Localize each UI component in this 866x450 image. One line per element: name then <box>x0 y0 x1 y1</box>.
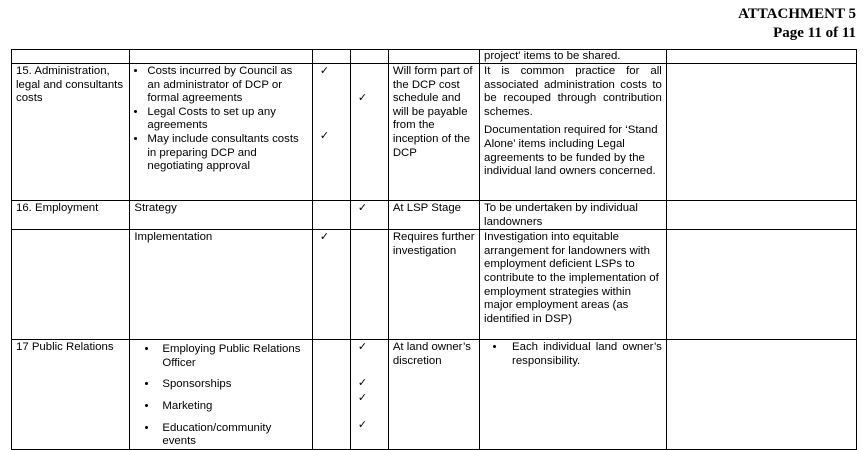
check-mark-icon: ✓ <box>357 341 368 354</box>
comment-cell: Investigation into equitable arrangement for landowners with employment deficient LSPs to contribute to the implementation of employment strategies within major employment areas (as identified in DSP) <box>480 230 667 340</box>
tick-cell <box>350 340 388 450</box>
table-row <box>12 64 857 201</box>
item-cell: 17 Public Relations <box>12 340 130 450</box>
description-cell <box>130 340 312 450</box>
comment-cell <box>480 340 667 450</box>
table-row <box>12 50 857 64</box>
timing-cell: Requires further investigation <box>388 230 479 340</box>
list-item: • Sponsorships <box>158 378 307 392</box>
list-item: • Employing Public Relations Officer <box>158 343 307 370</box>
table-row <box>12 340 857 450</box>
list-item: • Legal Costs to set up any agreements <box>147 106 307 133</box>
list-item: • Costs incurred by Council as an administrator of DCP or formal agreements <box>147 65 307 106</box>
table-row <box>12 201 857 230</box>
tick-cell <box>350 64 388 201</box>
list-item: • Each individual land owner’s responsibility. <box>506 341 662 368</box>
check-mark-icon: ✓ <box>357 377 368 390</box>
check-mark-icon: ✓ <box>319 130 330 142</box>
tick-cell <box>312 230 350 340</box>
page-number: Page 11 of 11 <box>773 25 856 41</box>
comment-cell <box>480 64 667 201</box>
list-item: • May include consultants costs in preparing DCP and negotiating approval <box>147 133 307 174</box>
item-cell: 15. Administration, legal and consultants costs <box>12 64 130 201</box>
list-item: • Marketing <box>158 400 307 414</box>
description-cell <box>130 64 312 201</box>
description-cell: Implementation <box>130 230 312 340</box>
list-item: • Education/community events <box>158 422 307 449</box>
comment-text: It is common practice for all associated administration costs to be recouped through contribution schemes. <box>484 65 662 118</box>
tick-cell <box>350 201 388 230</box>
attachment-label: ATTACHMENT 5 <box>738 6 856 22</box>
carryover-note: project' items to be shared. <box>480 50 667 64</box>
check-mark-icon: ✓ <box>357 92 368 104</box>
timing-cell: At LSP Stage <box>388 201 479 230</box>
comment-text: Documentation required for ‘Stand Alone’ items including Legal agreements to be funded by the individual land owners concerned. <box>484 124 658 178</box>
timing-cell: At land owner’s discretion <box>388 340 479 450</box>
description-cell: Strategy <box>130 201 312 230</box>
contributions-table <box>11 49 857 450</box>
timing-cell: Will form part of the DCP cost schedule and will be payable from the inception of the DCP <box>388 64 479 201</box>
check-mark-icon: ✓ <box>319 231 330 244</box>
item-cell: 16. Employment <box>12 201 130 230</box>
check-mark-icon: ✓ <box>357 392 368 405</box>
check-mark-icon: ✓ <box>357 202 368 214</box>
tick-cell <box>312 64 350 201</box>
comment-cell: To be undertaken by individual landowners <box>480 201 667 230</box>
check-mark-icon: ✓ <box>319 65 330 77</box>
check-mark-icon: ✓ <box>357 419 368 432</box>
table-row <box>12 230 857 340</box>
